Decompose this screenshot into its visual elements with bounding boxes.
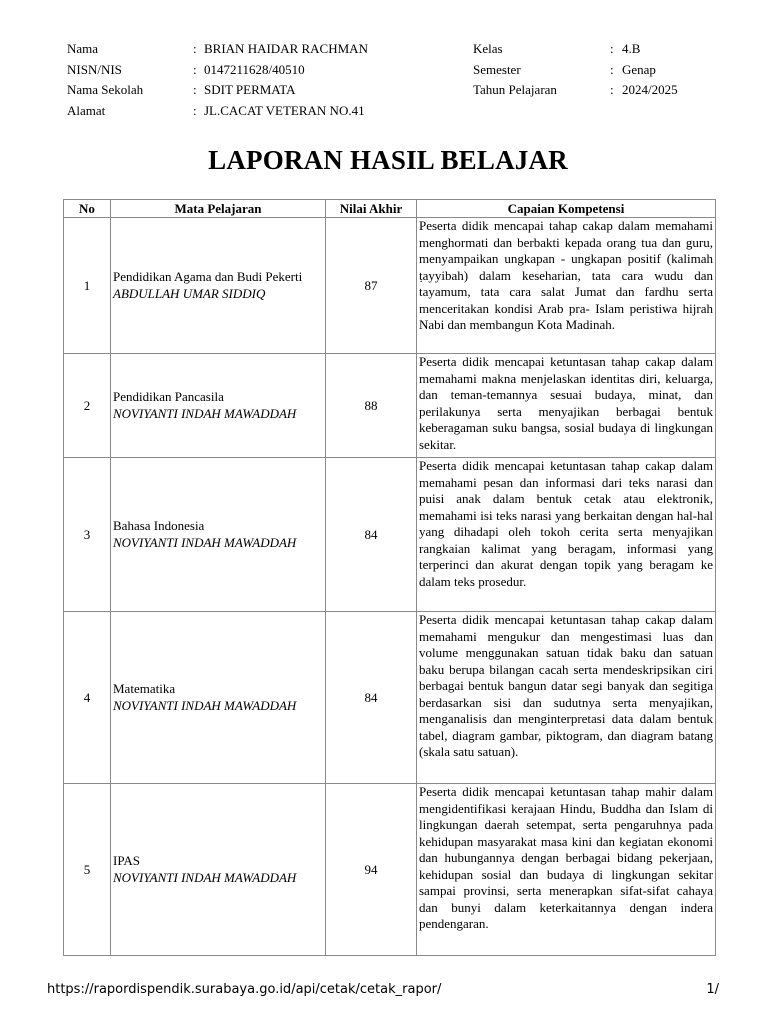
label-name: Nama [67, 41, 99, 56]
subject-name: IPAS [113, 853, 140, 868]
subject-name: Bahasa Indonesia [113, 518, 205, 533]
info-row-nisn [67, 62, 707, 83]
row-number: 1 [64, 218, 111, 354]
label-nisn: NISN/NIS [67, 61, 122, 77]
table-header-row [64, 200, 716, 218]
student-info [67, 41, 707, 123]
print-footer [47, 982, 719, 1002]
page-title: LAPORAN HASIL BELAJAR [208, 145, 568, 175]
teacher-name: NOVIYANTI INDAH MAWADDAH [113, 697, 297, 713]
value-semester: Genap [622, 61, 656, 77]
value-nisn: 0147211628/40510 [204, 61, 305, 77]
header-competency: Capaian Kompetensi [417, 200, 716, 218]
subject-cell [111, 354, 326, 458]
label-academic-year: Tahun Pelajaran [473, 82, 557, 97]
value-school: SDIT PERMATA [204, 82, 296, 97]
page-number: 1/ [706, 982, 719, 997]
final-score: 94 [326, 784, 417, 956]
header-score: Nilai Akhir [326, 200, 417, 218]
label-class: Kelas [473, 41, 503, 56]
teacher-name: ABDULLAH UMAR SIDDIQ [113, 285, 266, 301]
row-number: 4 [64, 612, 111, 784]
label-school: Nama Sekolah [67, 82, 144, 97]
table-row [64, 612, 716, 784]
table-row [64, 458, 716, 612]
final-score: 87 [326, 218, 417, 354]
value-academic-year: 2024/2025 [622, 82, 678, 97]
separator: : [193, 41, 197, 56]
separator: : [610, 82, 614, 97]
info-row-school [67, 82, 707, 103]
subject-cell [111, 612, 326, 784]
value-address: JL.CACAT VETERAN NO.41 [204, 102, 365, 118]
info-row-name [67, 41, 707, 62]
separator: : [193, 102, 197, 118]
grades-table [63, 199, 716, 956]
subject-cell [111, 458, 326, 612]
final-score: 88 [326, 354, 417, 458]
value-name: BRIAN HAIDAR RACHMAN [204, 41, 368, 56]
header-subject: Mata Pelajaran [111, 200, 326, 218]
separator: : [193, 82, 197, 97]
table-row [64, 784, 716, 956]
table-row [64, 354, 716, 458]
label-semester: Semester [473, 61, 521, 77]
final-score: 84 [326, 458, 417, 612]
value-class: 4.B [622, 41, 641, 56]
final-score: 84 [326, 612, 417, 784]
table-row [64, 218, 716, 354]
row-number: 5 [64, 784, 111, 956]
separator: : [610, 41, 614, 56]
label-address: Alamat [67, 102, 106, 118]
row-number: 3 [64, 458, 111, 612]
competency-description: Peserta didik mencapai ketuntasan tahap cakap dalam memahami makna menjelaskan identitas diri, keluarga, dan teman-temannya sesuai budaya, minat, dan perilakunya serta menyajikan berbagai bentuk keberagaman suku bangsa, sosial budaya di lingkungan sekitar. [417, 354, 716, 458]
subject-name: Pendidikan Agama dan Budi Pekerti [113, 269, 303, 284]
teacher-name: NOVIYANTI INDAH MAWADDAH [113, 405, 297, 421]
competency-description: Peserta didik mencapai ketuntasan tahap cakap dalam memahami pesan dan informasi dari teks narasi dan puisi anak dalam bentuk cetak atau elektronik, memahami isi teks narasi yang berkaitan dengan hal-hal yang dihadapi oleh tokoh cerita serta menyajikan rangkaian kalimat yang beragam, informasi yang terperinci dan akurat dengan topik yang beragam ke dalam teks prosedur. [417, 458, 716, 612]
competency-description: Peserta didik mencapai ketuntasan tahap mahir dalam mengidentifikasi kerajaan Hindu, Buddha dan Islam di lingkungan daerah setempat, serta pengaruhnya pada kehidupan masyarakat masa kini dan kegiatan ekonomi dan hubungannya dengan berbagai bidang pekerjaan, kehidupan sosial dan budaya di lingkungan sekitar sampai provinsi, serta menerapkan sifat-sifat cahaya dan bunyi dalam keterkaitannya dengan indera pendengaran. [417, 784, 716, 956]
header-no: No [64, 200, 111, 218]
subject-name: Matematika [113, 681, 176, 696]
competency-description: Peserta didik mencapai ketuntasan tahap cakap dalam memahami mengukur dan mengestimasi luas dan volume menggunakan satuan tidak baku dan satuan baku berupa bilangan cacah serta mendeskripsikan ciri berbagai bentuk bangun datar segi banyak dan segitiga berdasarkan sisi dan sudutnya serta menyajikan, menganalisis dan menginterpretasi data dalam bentuk tabel, diagram gambar, piktogram, dan diagram batang (skala satu satuan). [417, 612, 716, 784]
subject-cell [111, 218, 326, 354]
separator: : [193, 61, 197, 77]
teacher-name: NOVIYANTI INDAH MAWADDAH [113, 534, 297, 550]
competency-description: Peserta didik mencapai tahap cakap dalam memahami menghormati dan berbakti kepada orang tua dan guru, menyampaikan ungkapan - ungkapan positif (kalimah ṭayyibah) dalam keseharian, tata cara wudu dan tayamum, tata cara salat Jumat dan fardhu serta menceritakan kondisi Arab pra- Islam peristiwa hijrah Nabi dan membangun Kota Madinah. [417, 218, 716, 354]
subject-cell [111, 784, 326, 956]
footer-url: https://rapordispendik.surabaya.go.id/api/cetak/cetak_rapor/ [47, 982, 442, 997]
row-number: 2 [64, 354, 111, 458]
info-row-address [67, 103, 707, 124]
subject-name: Pendidikan Pancasila [113, 389, 224, 404]
teacher-name: NOVIYANTI INDAH MAWADDAH [113, 869, 297, 885]
separator: : [610, 61, 614, 77]
